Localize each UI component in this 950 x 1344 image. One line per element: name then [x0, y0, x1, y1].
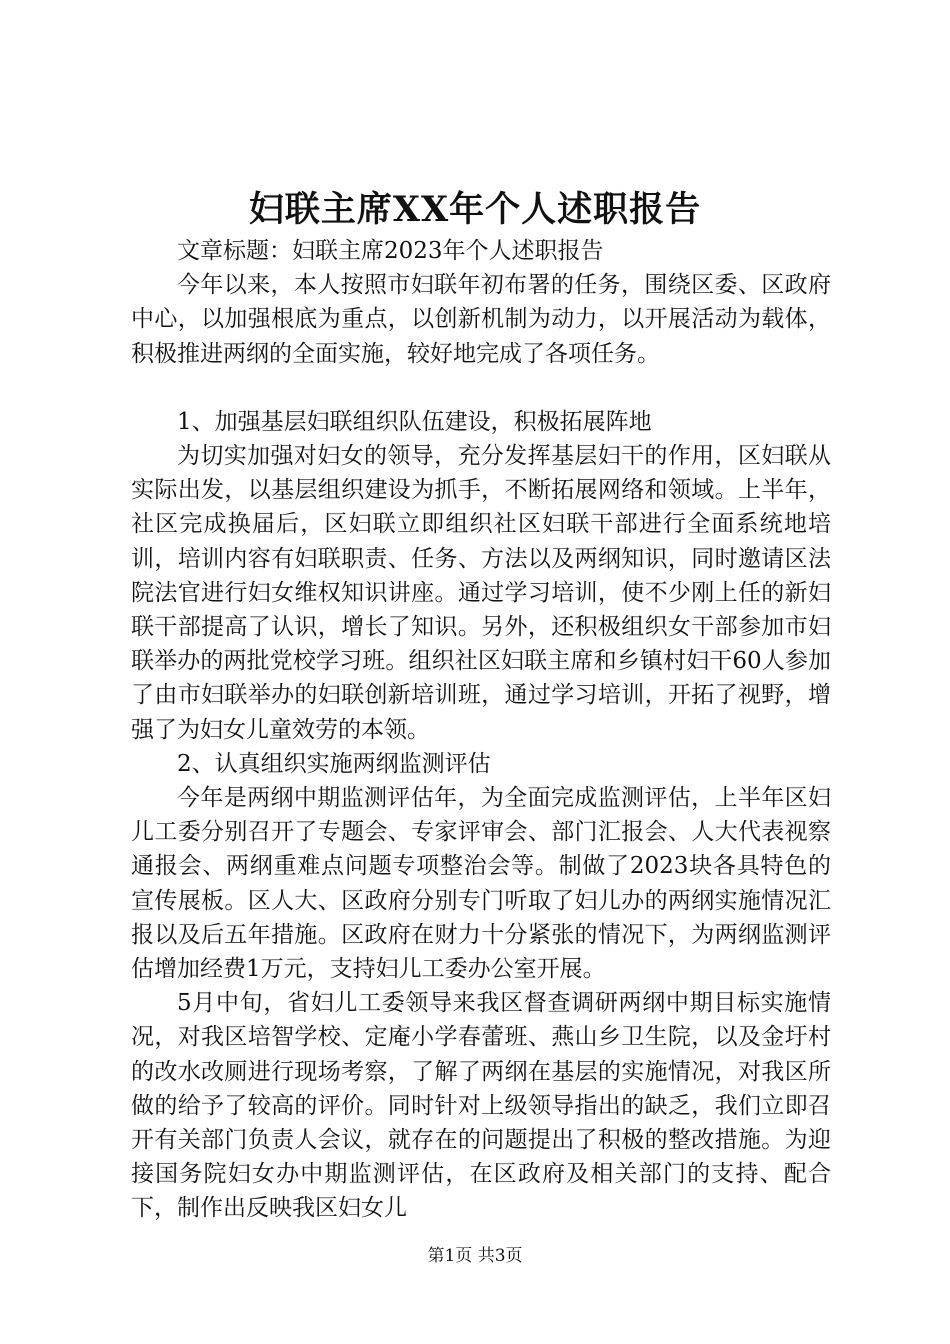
intro-paragraph: 今年以来，本人按照市妇联年初布署的任务，围绕区委、区政府中心，以加强根底为重点，以创新机制为动力，以开展活动为载体，积极推进两纲的全面实施，较好地完成了各项任务。: [131, 272, 831, 367]
section-2-paragraph-continued: 5月中旬，省妇儿工委领导来我区督查调研两纲中期目标实施情况，对我区培智学校、定庵小学春蕾班、燕山乡卫生院，以及金圩村的改水改厕进行现场考察，了解了两纲在基层的实施情况，对我区所做的给予了较高的评价。同时针对上级领导指出的缺乏，我们立即召开有关部门负责人会议，就存在的问题提出了积极的整改措施。为迎接国务院妇女办中期监测评估，在区政府及相关部门的支持、配合下，制作出反映我区妇女儿: [131, 990, 831, 1222]
page-footer: 第1页 共3页: [427, 1246, 523, 1266]
document-title: 妇联主席XX年个人述职报告: [248, 189, 702, 230]
article-title-line: 文章标题：妇联主席2023年个人述职报告: [177, 238, 604, 264]
document-body: [131, 234, 831, 1226]
section-1-paragraph: 为切实加强对妇女的领导，充分发挥基层妇干的作用，区妇联从实际出发，以基层组织建设为抓手，不断拓展网络和领域。上半年，社区完成换届后，区妇联立即组织社区妇联干部进行全面系统地培训，培训内容有妇联职责、任务、方法以及两纲知识，同时邀请区法院法官进行妇女维权知识讲座。通过学习培训，使不少刚上任的新妇联干部提高了认识，增长了知识。另外，还积极组织女干部参加市妇联举办的两批党校学习班。组织社区妇联主席和乡镇村妇干60人参加了由市妇联举办的妇联创新培训班，通过学习培训，开拓了视野，增强了为妇女儿童效劳的本领。: [131, 443, 831, 743]
section-2-paragraph: 今年是两纲中期监测评估年，为全面完成监测评估，上半年区妇儿工委分别召开了专题会、专家评审会、部门汇报会、人大代表视察通报会、两纲重难点问题专项整治会等。制做了2023块各具特色的宣传展板。区人大、区政府分别专门听取了妇儿办的两纲实施情况汇报以及后五年措施。区政府在财力十分紧张的情况下，为两纲监测评估增加经费1万元，支持妇儿工委办公室开展。: [131, 785, 831, 983]
section-heading-1: 1、加强基层妇联组织队伍建设，积极拓展阵地: [177, 408, 652, 435]
section-heading-2: 2、认真组织实施两纲监测评估: [177, 750, 491, 777]
